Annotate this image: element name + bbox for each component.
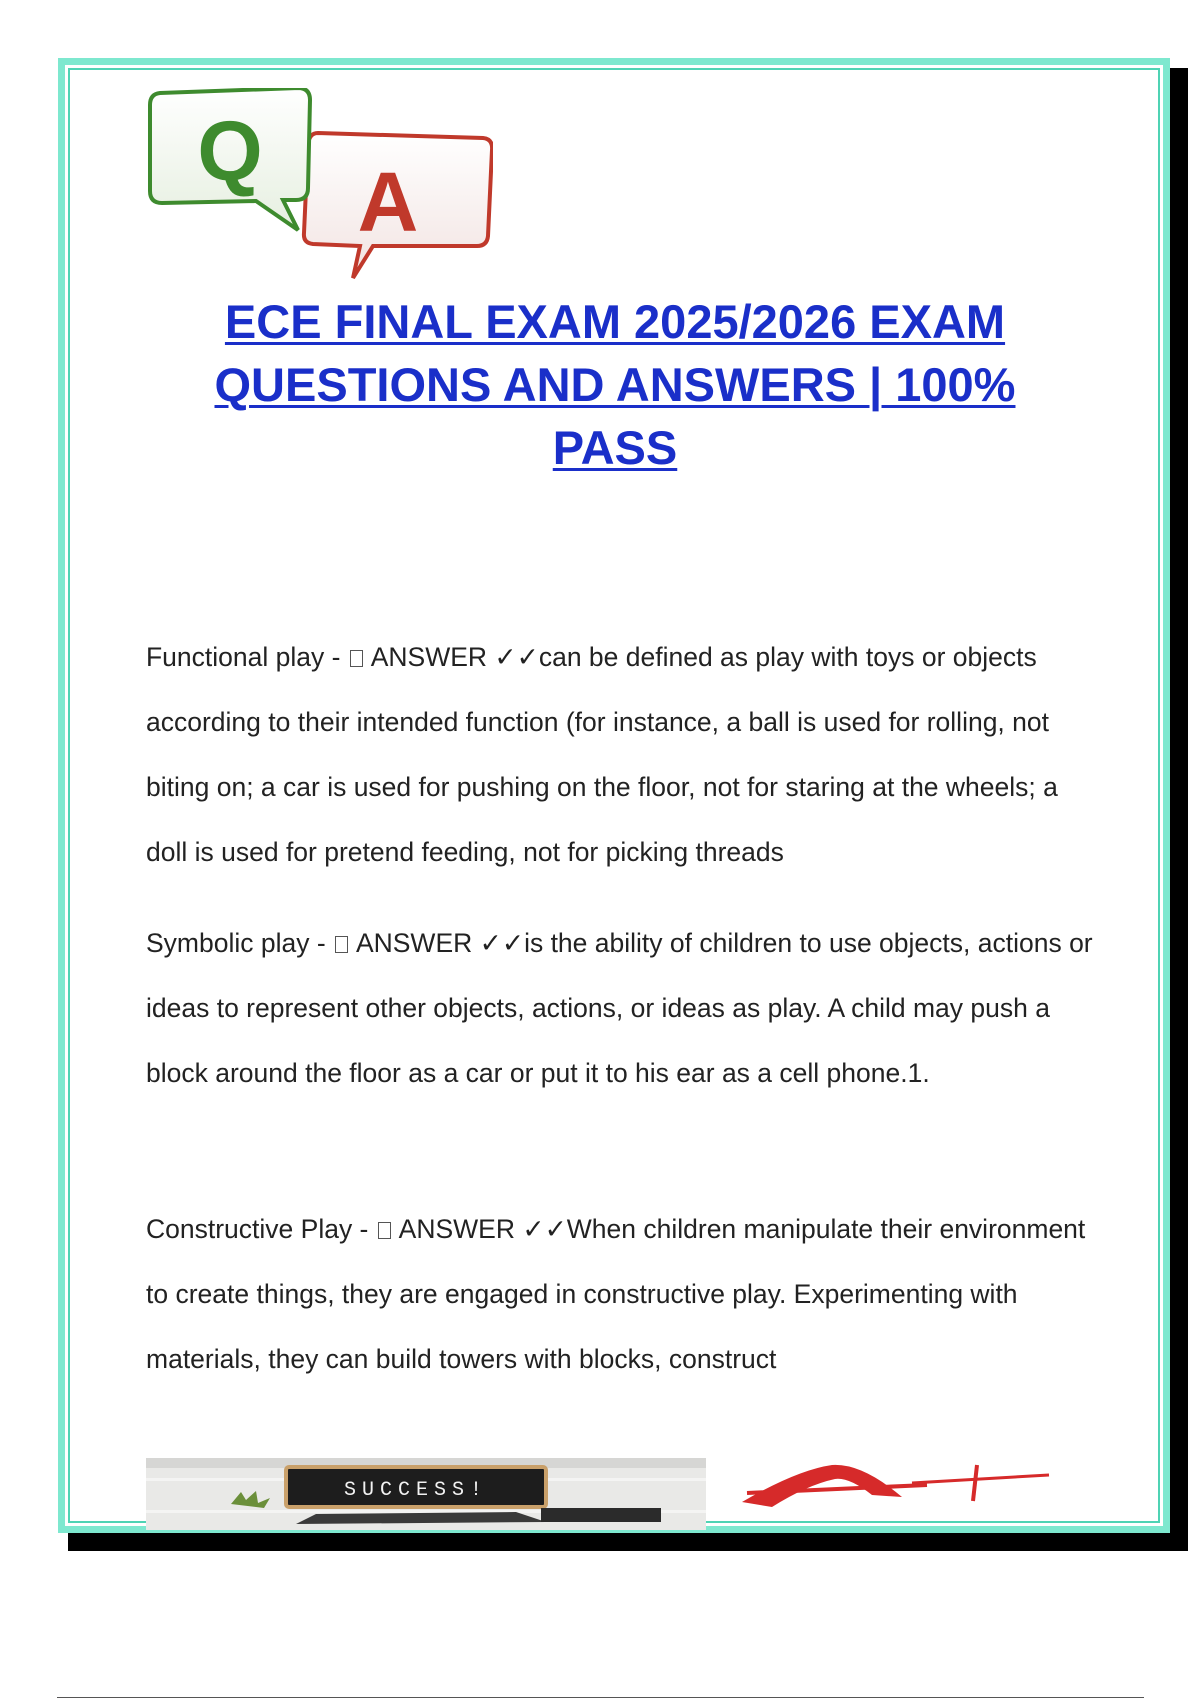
a-plus-grade-logo xyxy=(737,1455,1053,1525)
q-letter: Q xyxy=(197,104,263,198)
missing-glyph-icon xyxy=(335,936,348,953)
qa-item xyxy=(146,911,1096,1106)
page-title: ECE FINAL EXAM 2025/2026 EXAM QUESTIONS AND ANSWERS | 100% PASS xyxy=(214,295,1016,474)
answer-marker: ANSWER xyxy=(370,642,488,672)
check-marks-icon: ✓✓ xyxy=(479,928,525,958)
a-letter: A xyxy=(357,155,419,249)
qa-logo xyxy=(148,88,493,293)
banner-text: SUCCESS! xyxy=(343,1479,489,1502)
qa-term: Functional play - xyxy=(146,642,348,672)
check-marks-icon: ✓✓ xyxy=(494,642,539,672)
bottom-divider xyxy=(57,1697,1144,1698)
qa-item xyxy=(146,625,1096,885)
qa-term: Constructive Play - xyxy=(146,1214,376,1244)
qa-answer: is the ability of children to use objects, actions or ideas to represent other objects, actions, or ideas as play. A child may push a block around the floor as a car or put it to his ear as a cell phone.1. xyxy=(146,928,1093,1088)
check-marks-icon: ✓✓ xyxy=(522,1214,567,1244)
qa-term: Symbolic play - xyxy=(146,928,334,958)
qa-answer: When children manipulate their environment to create things, they are engaged in constructive play. Experimenting with materials, they can build towers with blocks, construct xyxy=(146,1214,1086,1374)
missing-glyph-icon xyxy=(350,650,363,667)
missing-glyph-icon xyxy=(378,1222,391,1239)
qa-item xyxy=(146,1197,1096,1392)
answer-marker: ANSWER xyxy=(355,928,473,958)
success-banner-image xyxy=(146,1458,706,1530)
answer-marker: ANSWER xyxy=(398,1214,515,1244)
qa-answer: can be defined as play with toys or objects according to their intended function (for instance, a ball is used for rolling, not biting on; a car is used for pushing on the floor, not for staring at the wheels; a doll is used for pretend feeding, not for picking threads xyxy=(146,642,1058,867)
